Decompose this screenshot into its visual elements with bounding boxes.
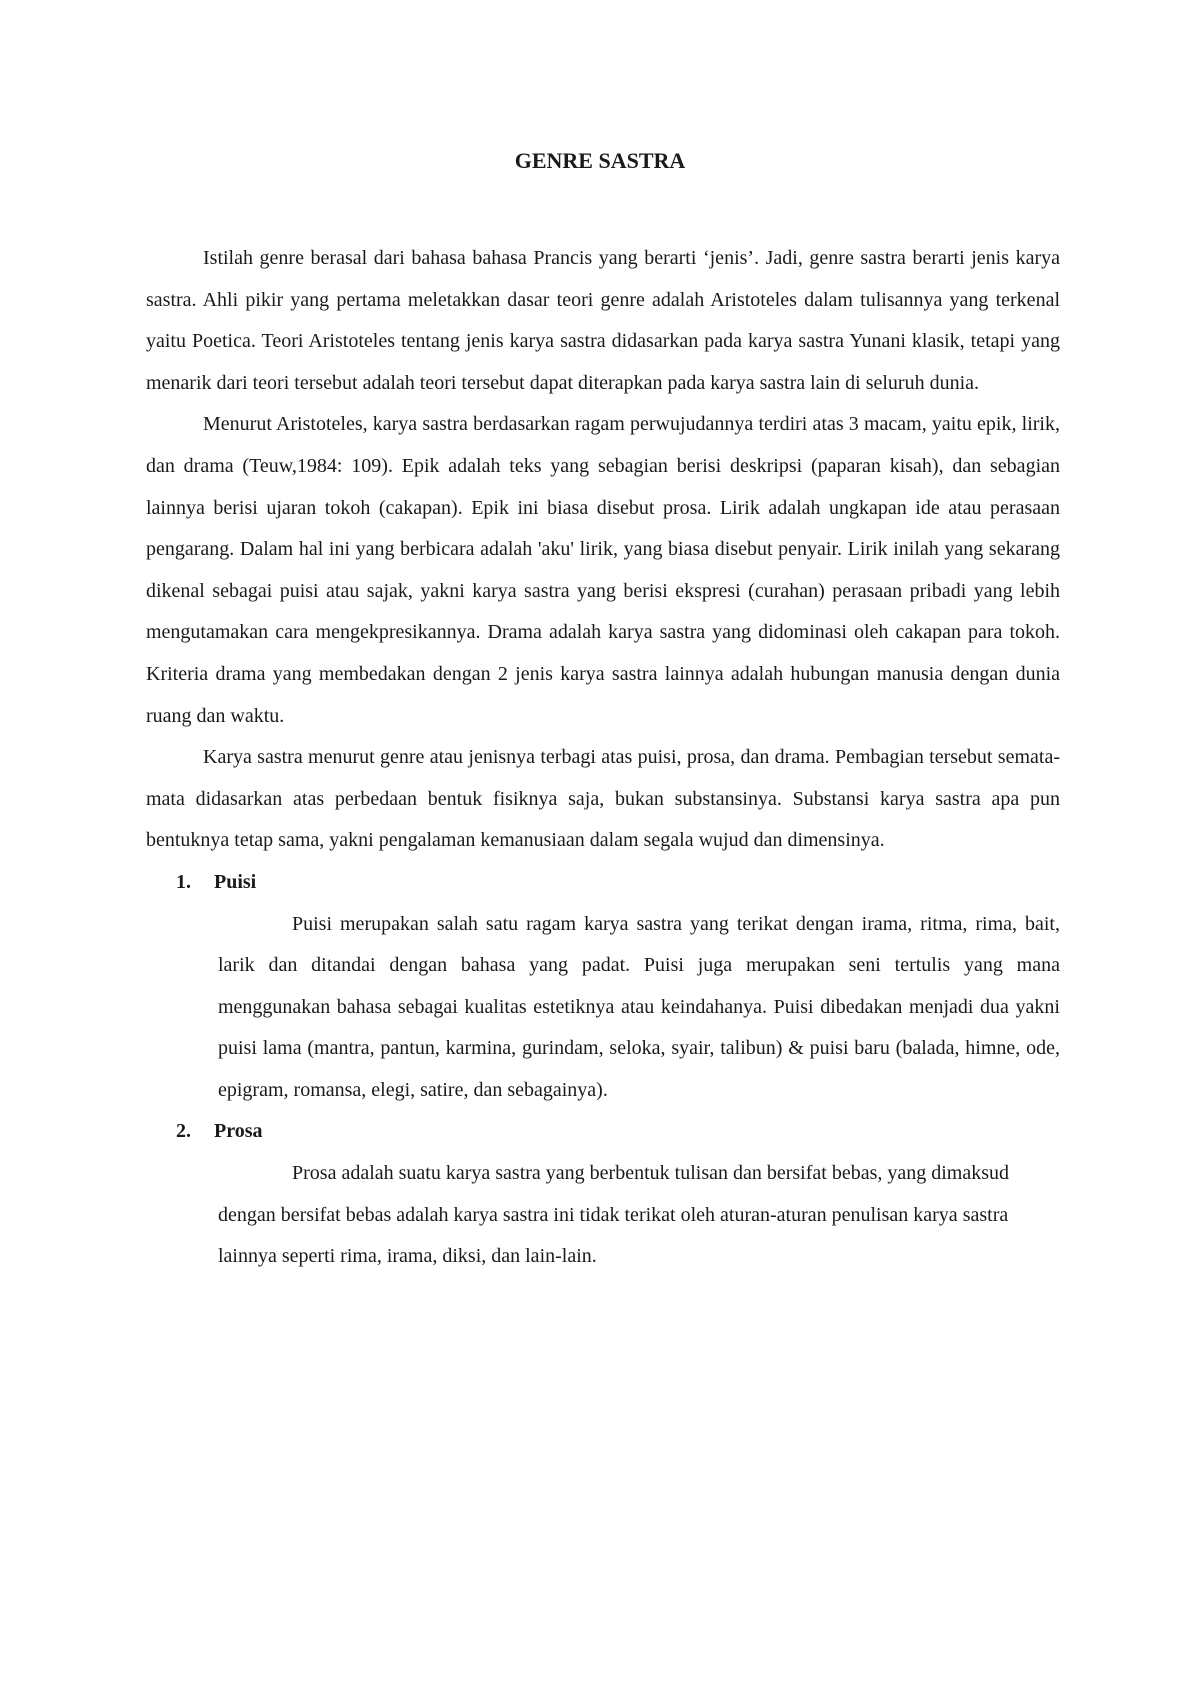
document-title: GENRE SASTRA	[514, 148, 686, 173]
section-heading-prosa	[146, 1111, 1060, 1153]
paragraph-intro: Istilah genre berasal dari bahasa bahasa Prancis yang berarti ‘jenis’. Jadi, genre sastra berarti jenis karya sastra. Ahli pikir yang pertama meletakkan dasar teori genre adalah Aristoteles dalam tulisannya yang terkenal yaitu Poetica. Teori Aristoteles tentang jenis karya sastra didasarkan pada karya sastra Yunani klasik, tetapi yang menarik dari teori tersebut adalah teori tersebut dapat diterapkan pada karya sastra lain di seluruh dunia.	[146, 247, 1060, 394]
section-text-prosa: Prosa adalah suatu karya sastra yang berbentuk tulisan dan bersifat bebas, yang dimaksud dengan bersifat bebas adalah karya sastra ini tidak terikat oleh aturan-aturan penulisan karya sastra lainnya seperti rima, irama, diksi, dan lain-lain.	[218, 1162, 1010, 1268]
section-title: Prosa	[214, 1120, 263, 1143]
section-number: 2.	[176, 1120, 191, 1143]
document-body	[146, 238, 1060, 1278]
section-heading-puisi	[146, 862, 1060, 904]
paragraph-aristoteles: Menurut Aristoteles, karya sastra berdasarkan ragam perwujudannya terdiri atas 3 macam, yaitu epik, lirik, dan drama (Teuw,1984: 109). Epik adalah teks yang sebagian berisi deskripsi (paparan kisah), dan sebagian lainnya berisi ujaran tokoh (cakapan). Epik ini biasa disebut prosa. Lirik adalah ungkapan ide atau perasaan pengarang. Dalam hal ini yang berbicara adalah 'aku' lirik, yang biasa disebut penyair. Lirik inilah yang sekarang dikenal sebagai puisi atau sajak, yakni karya sastra yang berisi ekspresi (curahan) perasaan pribadi yang lebih mengutamakan cara mengekpresikannya. Drama adalah karya sastra yang didominasi oleh cakapan para tokoh. Kriteria drama yang membedakan dengan 2 jenis karya sastra lainnya adalah hubungan manusia dengan dunia ruang dan waktu.	[146, 413, 1060, 727]
section-title: Puisi	[214, 870, 257, 893]
section-text-puisi: Puisi merupakan salah satu ragam karya sastra yang terikat dengan irama, ritma, rima, bait, larik dan ditandai dengan bahasa yang padat. Puisi juga merupakan seni tertulis yang mana menggunakan bahasa sebagai kualitas estetiknya atau keindahanya. Puisi dibedakan menjadi dua yakni puisi lama (mantra, pantun, karmina, gurindam, seloka, syair, talibun) & puisi baru (balada, himne, ode, epigram, romansa, elegi, satire, dan sebagainya).	[218, 912, 1060, 1101]
section-number: 1.	[176, 870, 191, 893]
paragraph-genre-division: Karya sastra menurut genre atau jenisnya terbagi atas puisi, prosa, dan drama. Pembagian tersebut semata-mata didasarkan atas perbedaan bentuk fisiknya saja, bukan substansinya. Substansi karya sastra apa pun bentuknya tetap sama, yakni pengalaman kemanusiaan dalam segala wujud dan dimensinya.	[146, 746, 1060, 852]
